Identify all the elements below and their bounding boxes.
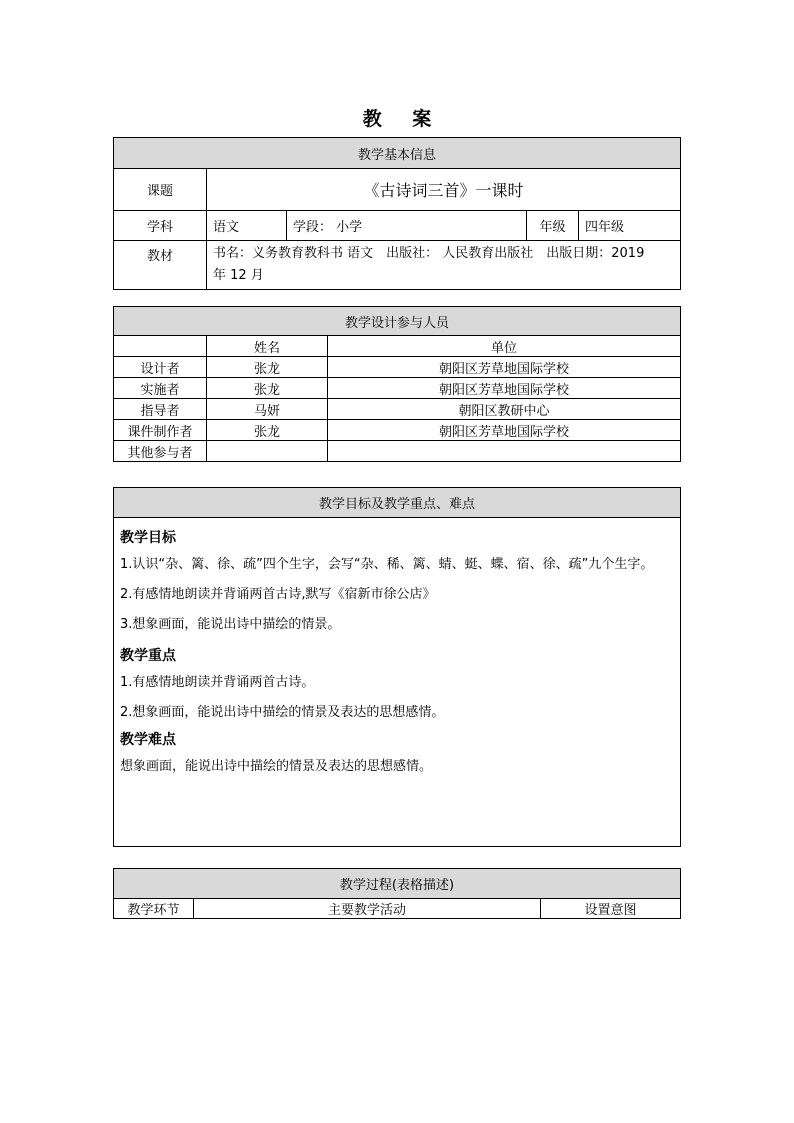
process-col-activities: 主要教学活动 [194,899,541,919]
process-col-intent: 设置意图 [541,899,681,919]
basic-info-header: 教学基本信息 [114,138,681,169]
table-row [114,420,681,441]
team-unit: 朝阳区芳草地国际学校 [328,420,681,441]
team-name [207,441,328,462]
table-row [114,399,681,420]
process-header: 教学过程(表格描述) [114,869,681,899]
goals-header: 教学目标及教学重点、难点 [114,488,681,518]
table-row [114,357,681,378]
key-points-title: 教学重点 [120,648,176,664]
team-name: 张龙 [207,378,328,399]
objectives-title: 教学目标 [120,530,176,546]
team-name: 马妍 [207,399,328,420]
team-role: 其他参与者 [114,441,207,462]
objective-item: 2.有感情地朗读并背诵两首古诗,默写《宿新市徐公店》 [120,587,436,602]
process-table [113,868,681,919]
team-unit: 朝阳区教研中心 [328,399,681,420]
team-col-name: 姓名 [207,336,328,357]
basic-info-table [113,137,681,290]
process-col-stage: 教学环节 [114,899,194,919]
difficult-points-title: 教学难点 [120,732,176,748]
course-label: 课题 [114,169,207,211]
team-header: 教学设计参与人员 [114,307,681,336]
team-unit: 朝阳区芳草地国际学校 [328,357,681,378]
team-corner-cell [114,336,207,357]
team-unit: 朝阳区芳草地国际学校 [328,378,681,399]
grade-value: 四年级 [579,211,681,241]
team-unit [328,441,681,462]
objective-item: 3.想象画面，能说出诗中描绘的情景。 [120,617,341,632]
subject-label: 学科 [114,211,207,241]
stage-text: 学段： 小学 [287,211,527,241]
difficult-point-item: 想象画面，能说出诗中描绘的情景及表达的思想感情。 [120,759,433,774]
textbook-value: 书名：义务教育教科书 语文 出版社： 人民教育出版社 出版日期：2019 年 12 月 [207,241,681,290]
table-row [114,441,681,462]
table-row [114,378,681,399]
team-role: 设计者 [114,357,207,378]
team-name: 张龙 [207,420,328,441]
team-role: 课件制作者 [114,420,207,441]
key-point-item: 1.有感情地朗读并背诵两首古诗。 [120,675,315,690]
textbook-label: 教材 [114,241,207,290]
goals-content [114,518,681,847]
grade-label: 年级 [527,211,579,241]
key-point-item: 2.想象画面，能说出诗中描绘的情景及表达的思想感情。 [120,705,445,720]
team-role: 指导者 [114,399,207,420]
team-table [113,306,681,462]
goals-table [113,487,681,847]
course-value: 《古诗词三首》一课时 [207,169,681,211]
objective-item: 1.认识“杂、篱、徐、疏”四个生字，会写“杂、稀、篱、蜻、蜓、蝶、宿、徐、疏”九个生字。 [120,557,654,572]
team-col-unit: 单位 [328,336,681,357]
page-title: 教 案 [362,108,444,130]
team-role: 实施者 [114,378,207,399]
subject-value: 语文 [207,211,287,241]
team-name: 张龙 [207,357,328,378]
